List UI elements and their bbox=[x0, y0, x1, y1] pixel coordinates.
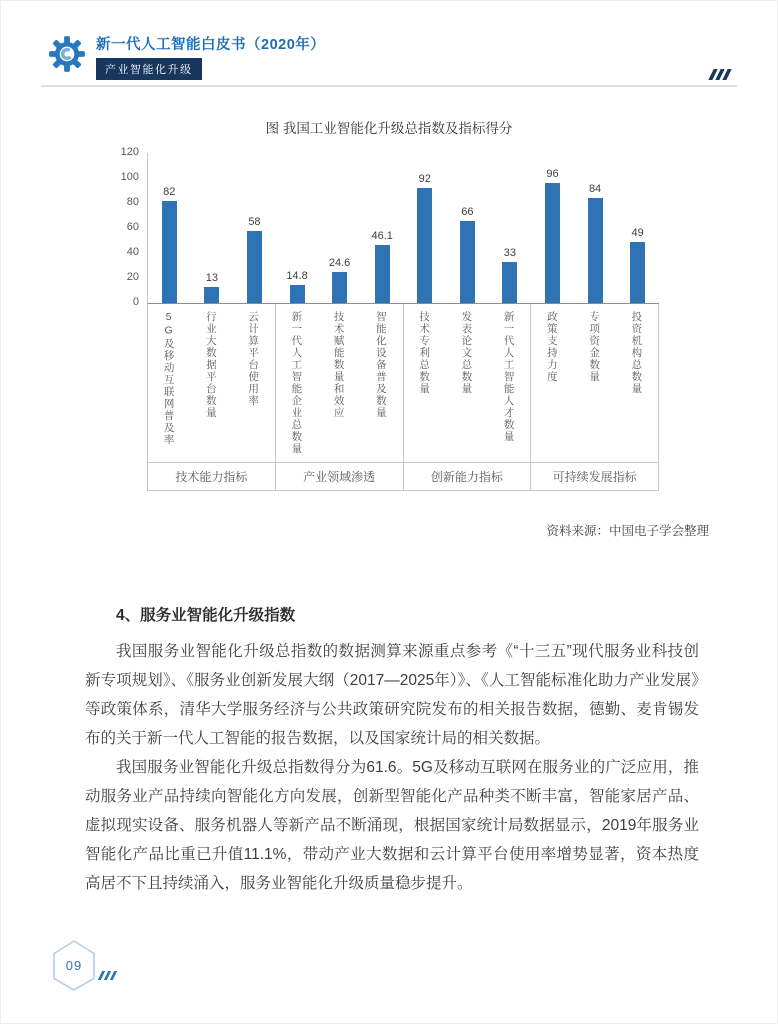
x-axis-label bbox=[404, 304, 446, 462]
x-axis-group-label: 创新能力指标 bbox=[403, 463, 531, 490]
y-axis-tick-label: 20 bbox=[126, 271, 139, 283]
bar-value-label: 92 bbox=[418, 173, 431, 185]
y-axis-tick-label: 60 bbox=[126, 221, 139, 233]
y-axis-tick-label: 0 bbox=[132, 296, 139, 308]
chart-title: 图 我国工业智能化升级总指数及指标得分 bbox=[265, 121, 513, 136]
x-axis-group-label: 技术能力指标 bbox=[147, 463, 275, 490]
chart bbox=[111, 146, 659, 491]
chart-y-axis bbox=[111, 146, 147, 308]
x-axis-label-text: 行业大数据平台数量 bbox=[204, 311, 217, 419]
x-axis-label-text: 发表论文总数量 bbox=[460, 311, 473, 395]
x-label-group bbox=[147, 304, 275, 462]
y-axis-tick-label: 100 bbox=[120, 171, 139, 183]
x-axis-label bbox=[360, 304, 402, 462]
bar-value-label: 82 bbox=[163, 185, 176, 198]
chart-source-note: 资料来源：中国电子学会整理 bbox=[546, 524, 709, 538]
paragraph: 我国服务业智能化升级总指数的数据测算来源重点参考《“十三五”现代服务业科技创新专项规划》、《服务业创新发展大纲（2017—2025年）》、《人工智能标准化助力产业发展》等政策体系，清华大学服务经济与公共政策研究院发布的相关报告数据，德勤、麦肯锡发布的关于新一代人工智能的报告数据，以及国家统计局的相关数据。 bbox=[85, 643, 699, 747]
bar-slot bbox=[403, 173, 446, 303]
bar bbox=[630, 242, 645, 303]
bar-slot bbox=[191, 272, 234, 303]
bar-slot bbox=[361, 230, 404, 303]
bar bbox=[502, 262, 517, 303]
x-axis-label-text: 技术专利总数量 bbox=[418, 311, 431, 395]
x-axis-label-text: 技术赋能数量和效应 bbox=[332, 311, 345, 419]
x-axis-label-text: 5G及移动互联网普及率 bbox=[162, 311, 175, 446]
section-heading: 4、服务业智能化升级指数 bbox=[116, 607, 296, 624]
bar-value-label: 84 bbox=[588, 183, 602, 195]
bar-value-label: 13 bbox=[205, 271, 218, 284]
x-axis-label bbox=[148, 304, 190, 462]
x-axis-label-text: 政策支持力度 bbox=[545, 311, 558, 383]
bar-value-label: 96 bbox=[546, 168, 559, 180]
bar-value-label: 66 bbox=[461, 205, 474, 218]
bar-slot bbox=[531, 168, 574, 303]
triple-slash-icon bbox=[711, 69, 729, 80]
x-axis-label-text: 新一代人工智能企业总数量 bbox=[290, 311, 303, 455]
bar bbox=[375, 245, 390, 303]
page-header bbox=[1, 1, 777, 87]
bar-slot bbox=[233, 216, 276, 304]
bar bbox=[332, 272, 347, 303]
x-axis-label bbox=[276, 304, 318, 462]
header-titles bbox=[96, 35, 325, 80]
bar bbox=[204, 287, 219, 303]
chart-x-labels bbox=[147, 304, 659, 463]
x-label-group bbox=[275, 304, 403, 462]
body-section bbox=[85, 603, 699, 898]
page-footer bbox=[51, 939, 115, 991]
page-number-badge bbox=[51, 939, 97, 991]
bar-slot bbox=[446, 206, 489, 304]
x-axis-label bbox=[190, 304, 232, 462]
bar-slot bbox=[489, 247, 532, 303]
bar-slot bbox=[616, 227, 659, 303]
bar-slot bbox=[574, 183, 617, 303]
bar-value-label: 14.8 bbox=[286, 269, 308, 282]
page-number: 09 bbox=[65, 957, 83, 973]
header-brand bbox=[41, 35, 737, 80]
bar-slot bbox=[148, 186, 191, 304]
x-axis-label-text: 专项资金数量 bbox=[588, 311, 601, 383]
y-axis-tick-label: 40 bbox=[126, 246, 139, 258]
x-axis-label bbox=[574, 304, 616, 462]
bar bbox=[247, 231, 262, 304]
bar-value-label: 58 bbox=[248, 215, 261, 228]
section-badge: 产业智能化升级 bbox=[96, 58, 202, 80]
chart-group-labels bbox=[147, 463, 659, 491]
document-title: 新一代人工智能白皮书（2020年） bbox=[96, 37, 326, 53]
header-divider bbox=[41, 85, 737, 87]
bar bbox=[588, 198, 603, 303]
x-axis-group-label: 可持续发展指标 bbox=[530, 463, 659, 490]
triple-slash-icon bbox=[100, 971, 115, 980]
bar-value-label: 33 bbox=[503, 246, 517, 259]
bar bbox=[290, 285, 305, 304]
bar bbox=[417, 188, 432, 303]
x-axis-label bbox=[488, 304, 530, 462]
x-label-group bbox=[403, 304, 531, 462]
bar-value-label: 49 bbox=[631, 226, 644, 239]
bar-slot bbox=[276, 270, 319, 304]
x-axis-label-text: 云计算平台使用率 bbox=[247, 311, 260, 407]
x-axis-label-text: 新一代人工智能人才数量 bbox=[502, 311, 515, 443]
x-axis-label bbox=[446, 304, 488, 462]
x-axis-group-label: 产业领域渗透 bbox=[275, 463, 403, 490]
x-axis-label bbox=[318, 304, 360, 462]
paragraph: 我国服务业智能化升级总指数得分为61.6。5G及移动互联网在服务业的广泛应用，推动服务业产品持续向智能化方向发展，创新型智能化产品种类不断丰富，智能家居产品、虚拟现实设备、服务机器人等新产品不断涌现，根据国家统计局数据显示，2019年服务业智能化产品比重已升值11.1%，带动产业大数据和云计算平台使用率增势显著，资本热度高居不下且持续涌入，服务业智能化升级质量稳步提升。 bbox=[85, 759, 699, 892]
bar bbox=[162, 201, 177, 304]
x-axis-label-text: 智能化设备普及数量 bbox=[374, 311, 387, 419]
x-axis-label-text: 投资机构总数量 bbox=[630, 311, 643, 395]
y-axis-tick-label: 80 bbox=[126, 196, 139, 208]
x-axis-label bbox=[531, 304, 573, 462]
bar bbox=[545, 183, 560, 303]
x-axis-label bbox=[233, 304, 275, 462]
y-axis-tick-label: 120 bbox=[120, 146, 139, 158]
gear-icon bbox=[47, 34, 87, 74]
bar-value-label: 46.1 bbox=[371, 230, 393, 243]
bar-value-label: 24.6 bbox=[328, 257, 351, 270]
x-label-group bbox=[530, 304, 659, 462]
bar bbox=[460, 221, 475, 304]
chart-plot bbox=[147, 153, 659, 304]
bar-slot bbox=[318, 257, 361, 303]
x-axis-label bbox=[616, 304, 658, 462]
